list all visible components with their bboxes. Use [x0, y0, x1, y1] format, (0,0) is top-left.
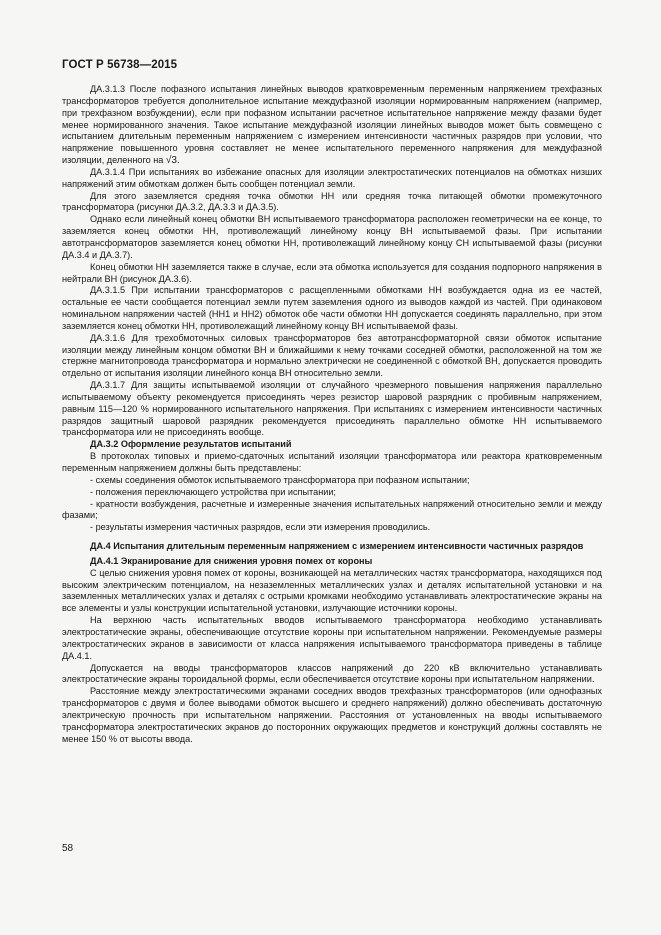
paragraph-da-3-1-4: ДА.3.1.4 При испытаниях во избежание опасных для изоляции электростатических потенциалов на обмотках низших напряжений этим обмоткам должен быть сообщен потенциал земли.: [62, 166, 602, 189]
paragraph-grounding-midpoint: Для этого заземляется средняя точка обмотки НН или средняя точка питающей обмотки промежуточного трансформатора (рисунки ДА.3.2, ДА.3.3 и ДА.3.5).: [62, 190, 602, 213]
page-number: 58: [62, 843, 74, 854]
heading-da-4: ДА.4 Испытания длительным переменным напряжением с измерением интенсивности частичных разрядов: [90, 541, 584, 552]
paragraph-bushing-screens: На верхнюю часть испытательных вводов испытываемого трансформатора необходимо устанавливать электростатические экраны, обеспечивающие отсутствие короны при испытательном напряжении. Рекомендуемые размеры электростатических экранов в зависимости от класса напряжения испытываемого трансформатора приведены в таблице ДА.4.1.: [62, 615, 602, 661]
paragraph-da-3-1-6: ДА.3.1.6 Для трехобмоточных силовых трансформаторов без автотрансформаторной связи обмоток испытание изоляции между линейным концом обмотки ВН и ближайшими к нему точками соседней обмотки, расположенной на том же стержне магнитопровода трансформатора и нормально электрически не соединенной с обмоткой ВН, допускается проводить отдельно от испытания изоляции линейного конца ВН относительно земли.: [62, 332, 602, 379]
paragraph-grounding-end: Однако если линейный конец обмотки ВН испытываемого трансформатора расположен геометрически на ее конце, то заземляется конец обмотки НН, противолежащий линейному концу ВН испытываемой фазы. При испытании автотрансформаторов заземляется конец обмотки НН, противолежащий линейному концу СН испытываемой фазы (рисунки ДА.3.4 и ДА.3.7).: [62, 214, 602, 260]
list-item: - результаты измерения частичных разрядов, если эти измерения проводились.: [90, 522, 431, 533]
heading-da-4-1: ДА.4.1 Экранирование для снижения уровня помех от короны: [90, 555, 373, 566]
list-item: - кратности возбуждения, расчетные и измеренные значения испытательных напряжений относительно земли и между фазами;: [62, 498, 602, 521]
paragraph-da-3-1-7: ДА.3.1.7 Для защиты испытываемой изоляции от случайного чрезмерного повышения напряжения параллельно испытываемому объекту рекомендуется присоединять через резистор шаровой разрядник с пробивным напряжением, равным 115—120 % нормированного испытательного напряжения. При испытаниях с измерением интенсивности частичных разрядов защитный шаровой разрядник рекомендуется присоединять параллельно обмотке НН испытываемого трансформатора или не присоединять вообще.: [62, 380, 602, 438]
paragraph-corona-screens: С целью снижения уровня помех от короны, возникающей на металлических частях трансформатора, находящихся под высоким электрическим потенциалом, на незаземленных металлических узлах и деталях испытательной установки и на заземленных металлических узлах и деталях с острыми кромками необходимо устанавливать электростатические экраны на все элементы и узлы конструкции испытательной установки, излучающие источники короны.: [62, 567, 602, 614]
paragraph-da-3-1-3: ДА.3.1.3 После пофазного испытания линейных выводов кратковременным переменным напряжением трехфазных трансформаторов требуется дополнительное испытание междуфазной изоляции нормированным напряжением (например, при трехфазном возбуждении), если при пофазном испытании расчетное испытательное напряжение между фазами будет менее нормированного значения. Такое испытание междуфазной изоляции линейных выводов может быть совмещено с испытанием длительным переменным напряжением с измерением интенсивности частичных разрядов при условии, что напряжение повышенного уровня составляет не менее испытательного переменного напряжения для междуфазной изоляции, деленного на √3.: [62, 84, 602, 167]
sqrt-three: √3.: [165, 155, 180, 167]
paragraph-protocols: В протоколах типовых и приемо-сдаточных испытаний изоляции трансформатора или реактора кратковременным переменным напряжением должны быть представлены:: [62, 451, 602, 473]
list-item: - схемы соединения обмоток испытываемого трансформатора при пофазном испытании;: [90, 474, 470, 485]
paragraph-grounding-neutral: Конец обмотки НН заземляется также в случае, если эта обмотка используется для создания подпорного напряжения в нейтрали ВН (рисунок ДА.3.6).: [62, 261, 602, 284]
list-item: - положения переключающего устройства при испытании;: [90, 486, 336, 497]
paragraph-toroidal-screens: Допускается на вводы трансформаторов классов напряжений до 220 кВ включительно устанавливать электростатические экраны тороидальной формы, если обеспечивается отсутствие короны при испытательном напряжении.: [62, 662, 602, 685]
heading-da-3-2: ДА.3.2 Оформление результатов испытаний: [90, 439, 292, 450]
results-list: [62, 475, 602, 534]
paragraph-screen-distance: Расстояние между электростатическими экранами соседних вводов трехфазных трансформаторов (или однофазных трансформаторов с двумя и более выводами обмоток высшего и среднего напряжений) должно обеспечивать достаточную электрическую прочность при испытательном напряжении. Расстояния от установленных на вводы испытываемого трансформатора электростатических экранов до посторонних окружающих предметов и конструкций должны составлять не менее 150 % от высоты ввода.: [62, 686, 602, 744]
paragraph-da-3-1-5: ДА.3.1.5 При испытании трансформаторов с расщепленными обмотками НН возбуждается одна из ее частей, остальные ее части сообщается потенциал земли путем заземления одного из выводов каждой из частей. При одинаковом номинальном напряжении частей (НН1 и НН2) обмоток обе части обмотки НН допускается соединять параллельно, при этом заземляется конец обмотки НН, противолежащий линейному концу ВН испытываемой фазы.: [62, 285, 602, 331]
document-body: [62, 84, 602, 745]
document-header: ГОСТ Р 56738—2015: [62, 59, 178, 71]
